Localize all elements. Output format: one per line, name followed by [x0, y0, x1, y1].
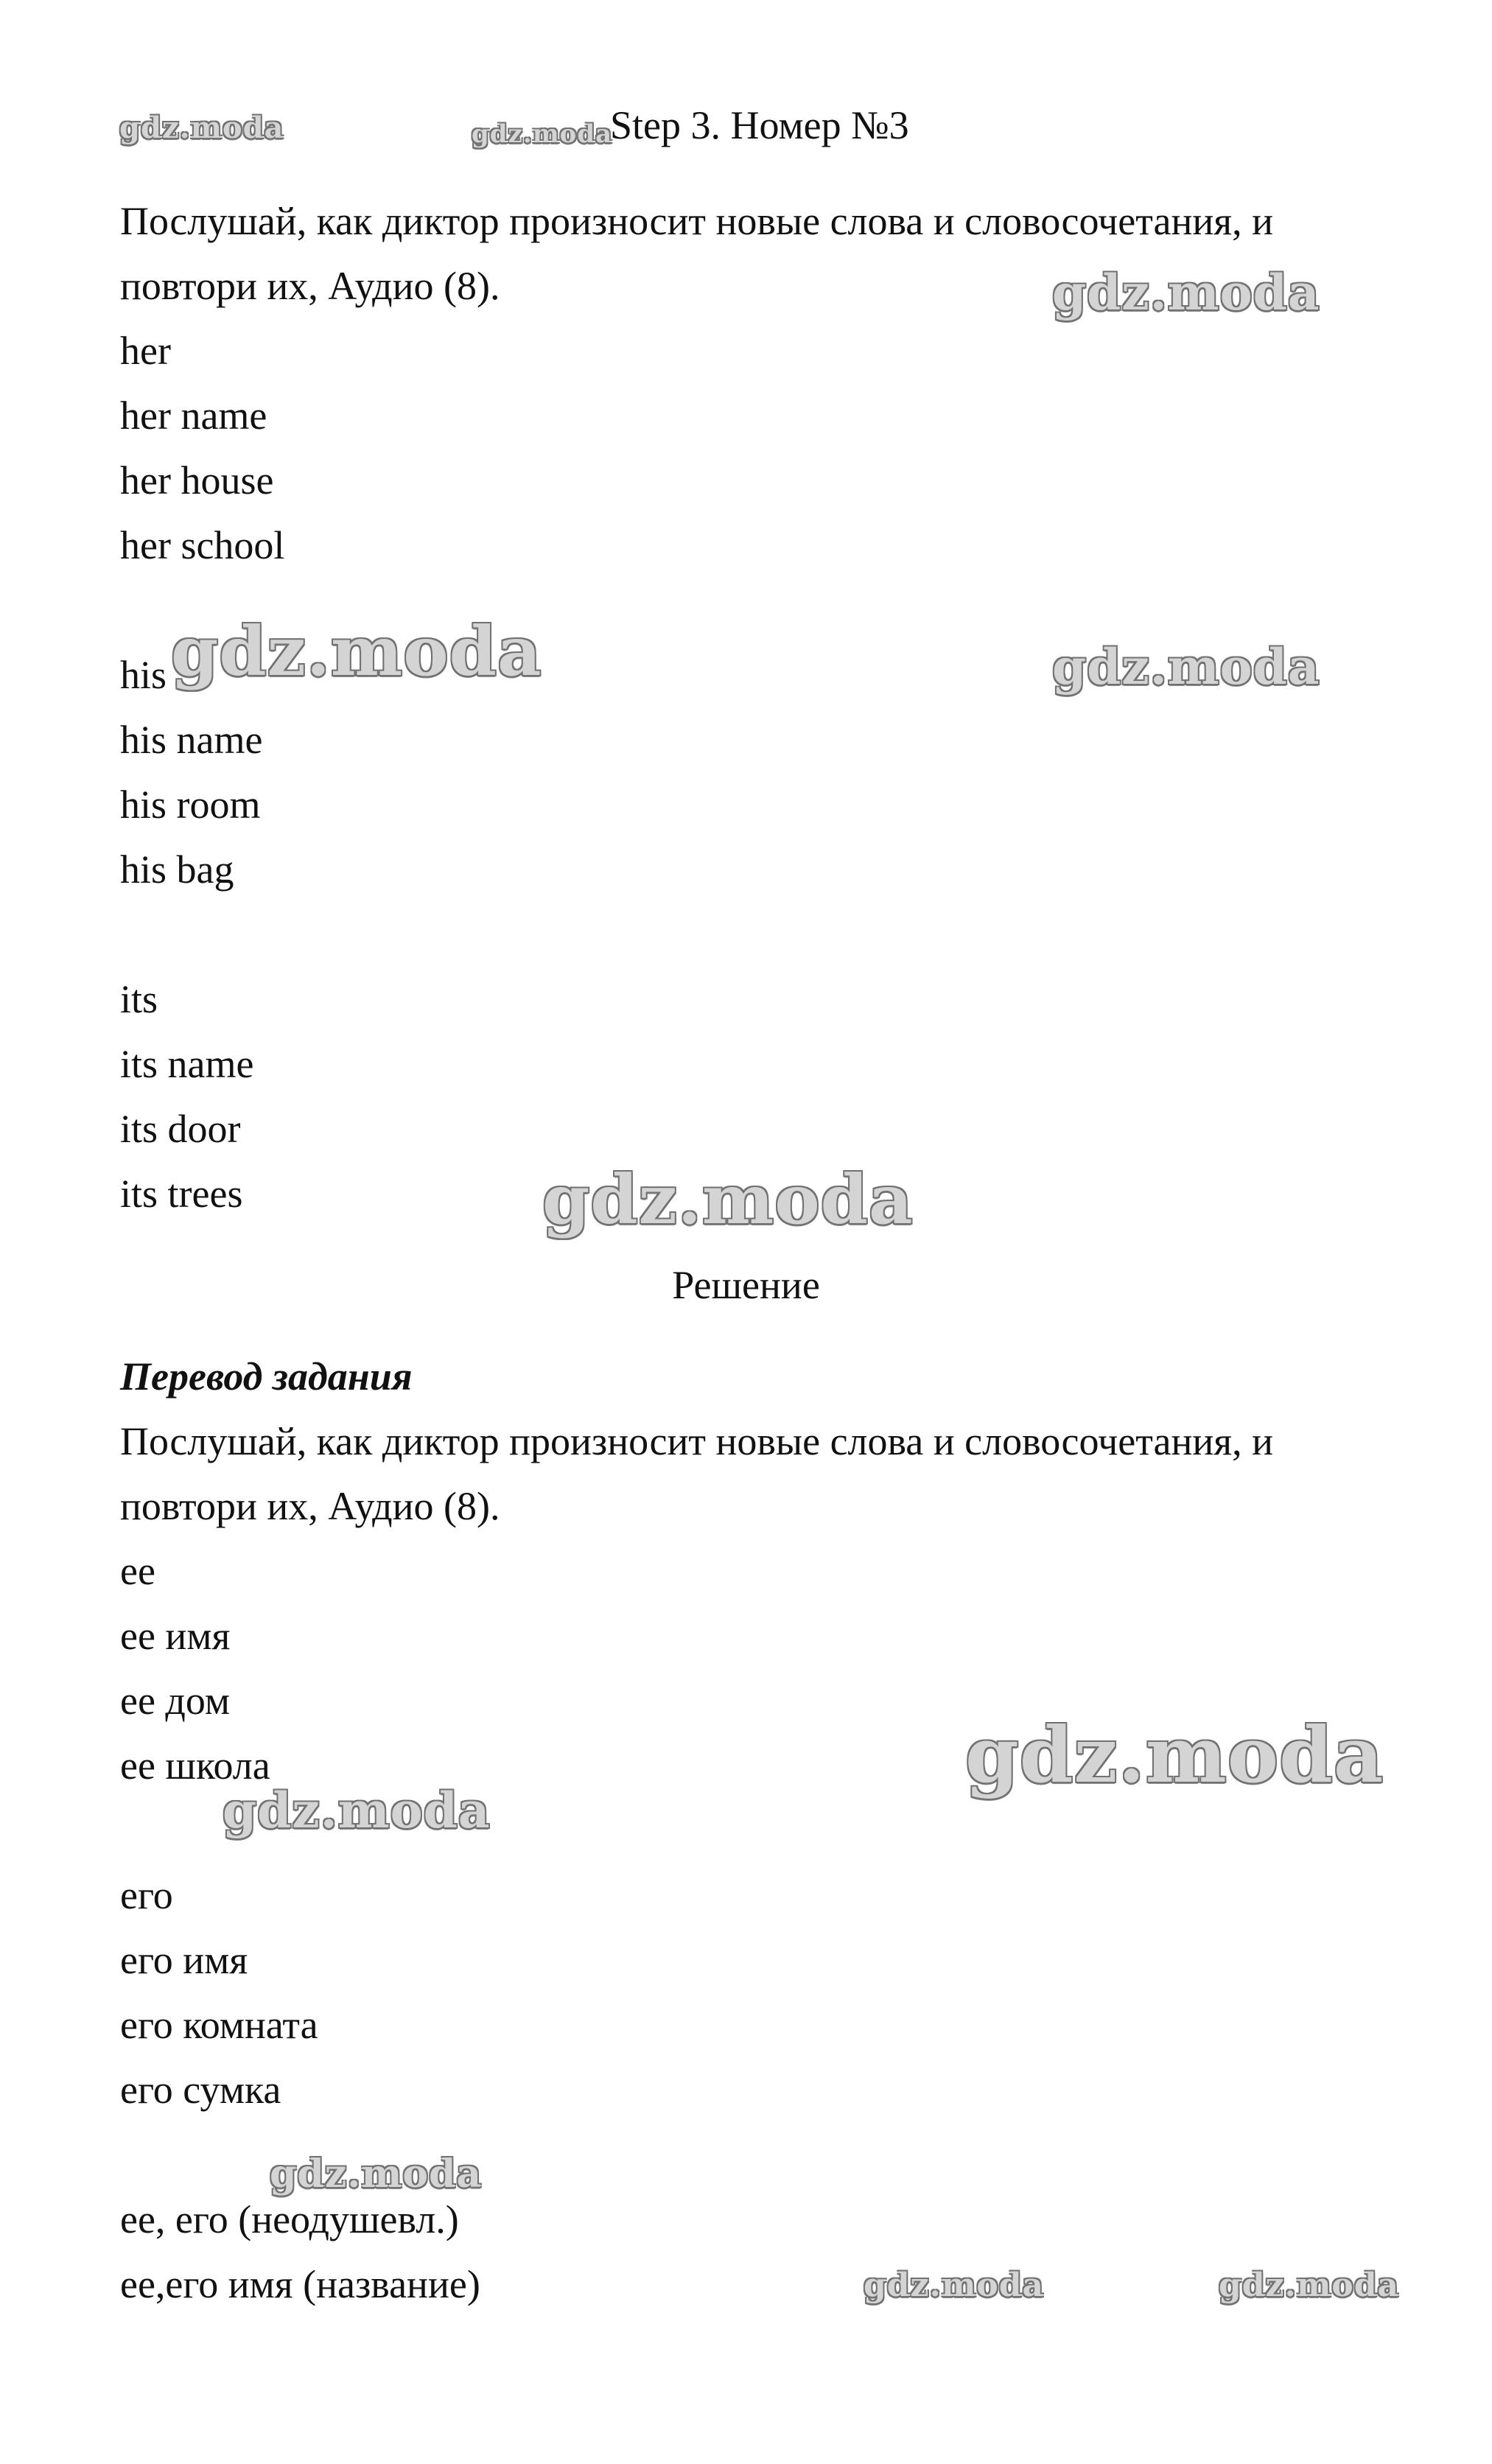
instruction-line: повтори их, Аудио (8). [120, 1484, 500, 1528]
list-item: his room [120, 783, 261, 827]
list-item: his [120, 653, 167, 697]
instruction-line: Послушай, как диктор произносит новые слова и словосочетания, и [120, 1419, 1273, 1463]
list-item: her school [120, 523, 285, 567]
list-item: его имя [120, 1938, 248, 1982]
watermark: gdz.moda [1219, 2267, 1400, 2304]
translation-title: Перевод задания [120, 1354, 413, 1399]
list-item: her house [120, 458, 274, 503]
list-item: its [120, 977, 158, 1021]
page-title: Step 3. Номер №3 [610, 103, 909, 147]
list-item: ее [120, 1549, 155, 1593]
list-item: its name [120, 1042, 254, 1086]
list-item: his name [120, 718, 263, 762]
list-item: ее имя [120, 1614, 231, 1658]
list-item: ее школа [120, 1743, 270, 1788]
instruction-line: повтори их, Аудио (8). [120, 264, 500, 308]
list-item: her name [120, 393, 267, 438]
list-item: ее,его имя (название) [120, 2262, 480, 2306]
watermark: gdz.moda [1052, 638, 1320, 696]
list-item: his bag [120, 847, 234, 892]
watermark: gdz.moda [864, 2267, 1045, 2304]
list-item: ее, его (неодушевл.) [120, 2197, 459, 2241]
watermark: gdz.moda [472, 119, 613, 149]
watermark: gdz.moda [119, 111, 284, 145]
instruction-line: Послушай, как диктор произносит новые слова и словосочетания, и [120, 199, 1273, 243]
solution-heading: Решение [672, 1263, 820, 1307]
watermark: gdz.moda [1052, 264, 1320, 321]
list-item: ее дом [120, 1679, 231, 1723]
watermark: gdz.moda [542, 1160, 914, 1239]
list-item: его сумка [120, 2068, 281, 2112]
watermark: gdz.moda [223, 1782, 491, 1839]
list-item: its trees [120, 1172, 243, 1216]
watermark: gdz.moda [965, 1709, 1384, 1800]
list-item: его [120, 1873, 173, 1917]
watermark: gdz.moda [270, 2152, 483, 2197]
watermark: gdz.moda [171, 612, 542, 691]
list-item: его комната [120, 2003, 318, 2047]
list-item: its door [120, 1107, 241, 1151]
list-item: her [120, 329, 171, 373]
